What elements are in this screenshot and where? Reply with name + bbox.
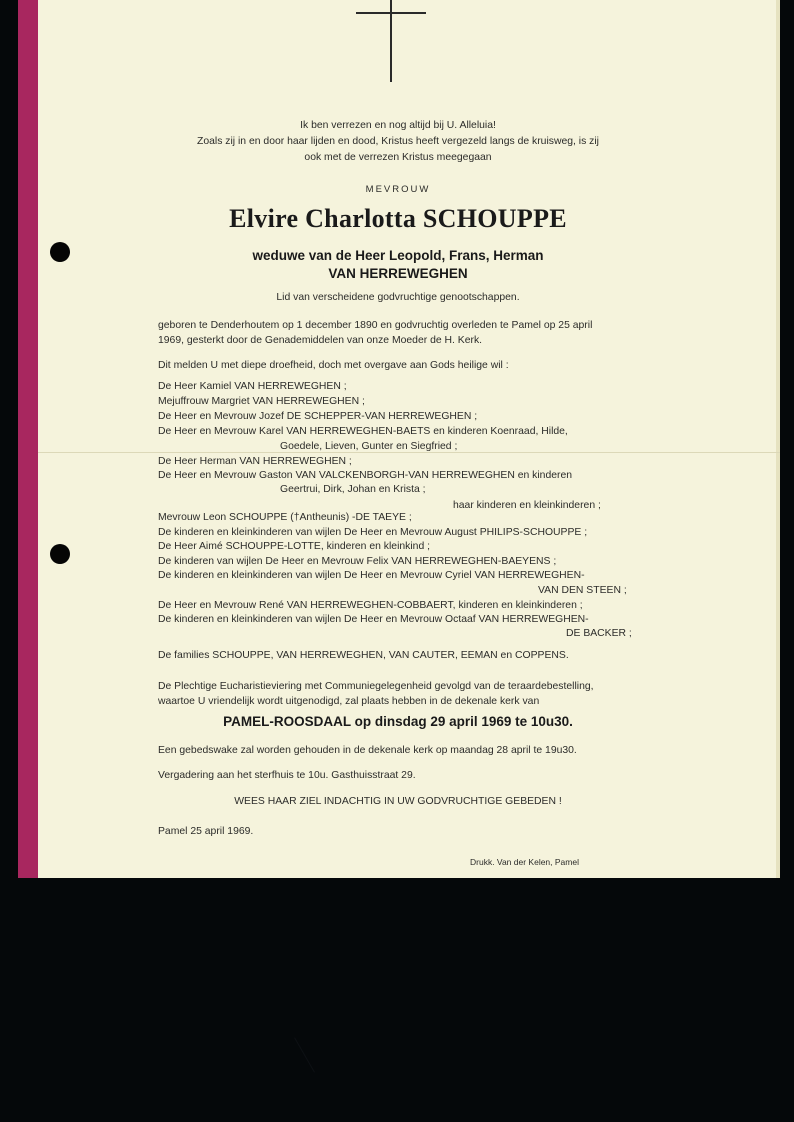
list-item: De Heer en Mevrouw Gaston VAN VALCKENBORGH-VAN HERREWEGHEN en kinderen [158,470,573,481]
list-item: VAN DEN STEEN ; [538,585,627,596]
list-item: De kinderen en kleinkinderen van wijlen De Heer en Mevrouw August PHILIPS-SCHOUPPE ; [158,527,588,538]
birth-line-2: 1969, gesterkt door de Genademiddelen van onze Moeder de H. Kerk. [158,335,483,346]
binding-strip [18,0,38,878]
vigil: Een gebedswake zal worden gehouden in de dekenale kerk op maandag 28 april te 19u30. [158,745,577,756]
list-item: Mejuffrouw Margriet VAN HERREWEGHEN ; [158,396,365,407]
verse-line-2: Zoals zij in en door haar lijden en dood, Kristus heeft vergezeld langs de kruisweg, is zij [197,136,599,147]
paper-edge [776,0,780,878]
list-item: De kinderen van wijlen De Heer en Mevrouw Felix VAN HERREWEGHEN-BAEYENS ; [158,556,557,567]
punch-hole-top [50,242,70,262]
gathering: Vergadering aan het sterfhuis te 10u. Gasthuisstraat 29. [158,770,416,781]
verse-line-1: Ik ben verrezen en nog altijd bij U. Alleluia! [300,120,496,131]
printer-credit: Drukk. Van der Kelen, Pamel [470,857,579,867]
list-item: De Heer Herman VAN HERREWEGHEN ; [158,456,352,467]
deceased-name: Elvire Charlotta SCHOUPPE [229,204,567,233]
title-mevrouw: MEVROUW [365,184,431,195]
dateline: Pamel 25 april 1969. [158,826,254,837]
obituary-card [18,0,780,878]
list-item: De kinderen en kleinkinderen van wijlen De Heer en Mevrouw Cyriel VAN HERREWEGHEN- [158,570,585,581]
list-item: Goedele, Lieven, Gunter en Siegfried ; [280,441,458,452]
punch-hole-bottom [50,544,70,564]
list-item: haar kinderen en kleinkinderen ; [453,500,601,511]
service-line-2: waartoe U vriendelijk wordt uitgenodigd, zal plaats hebben in de dekenale kerk van [158,696,540,707]
verse-line-3: ook met de verrezen Kristus meegegaan [304,152,492,163]
list-item: De Heer en Mevrouw Karel VAN HERREWEGHEN-BAETS en kinderen Koenraad, Hilde, [158,426,568,437]
membership: Lid van verscheidene godvruchtige genootschappen. [276,292,520,303]
list-item: De Heer en Mevrouw Jozef DE SCHEPPER-VAN HERREWEGHEN ; [158,411,478,422]
list-item: De Heer Kamiel VAN HERREWEGHEN ; [158,381,347,392]
background-mark [294,1007,367,1072]
birth-line-1: geboren te Denderhoutem op 1 december 1890 en godvruchtig overleden te Pamel op 25 april [158,320,593,331]
announcement: Dit melden U met diepe droefheid, doch met overgave aan Gods heilige wil : [158,360,509,371]
service-place: PAMEL-ROOSDAAL op dinsdag 29 april 1969 te 10u30. [223,714,573,729]
closing-prayer: WEES HAAR ZIEL INDACHTIG IN UW GODVRUCHTIGE GEBEDEN ! [234,796,562,807]
list-item: Mevrouw Leon SCHOUPPE (†Antheunis) -DE TAEYE ; [158,512,412,523]
list-item: DE BACKER ; [566,628,632,639]
service-line-1: De Plechtige Eucharistieviering met Communiegelegenheid gevolgd van de teraardebestelling, [158,681,594,692]
families: De families SCHOUPPE, VAN HERREWEGHEN, VAN CAUTER, EEMAN en COPPENS. [158,650,569,661]
widow-surname: VAN HERREWEGHEN [328,266,468,281]
list-item: Geertrui, Dirk, Johan en Krista ; [280,484,426,495]
list-item: De Heer Aimé SCHOUPPE-LOTTE, kinderen en kleinkind ; [158,541,430,552]
list-item: De kinderen en kleinkinderen van wijlen De Heer en Mevrouw Octaaf VAN HERREWEGHEN- [158,614,589,625]
list-item: De Heer en Mevrouw René VAN HERREWEGHEN-COBBAERT, kinderen en kleinkinderen ; [158,600,583,611]
widow-line: weduwe van de Heer Leopold, Frans, Herman [252,248,544,263]
